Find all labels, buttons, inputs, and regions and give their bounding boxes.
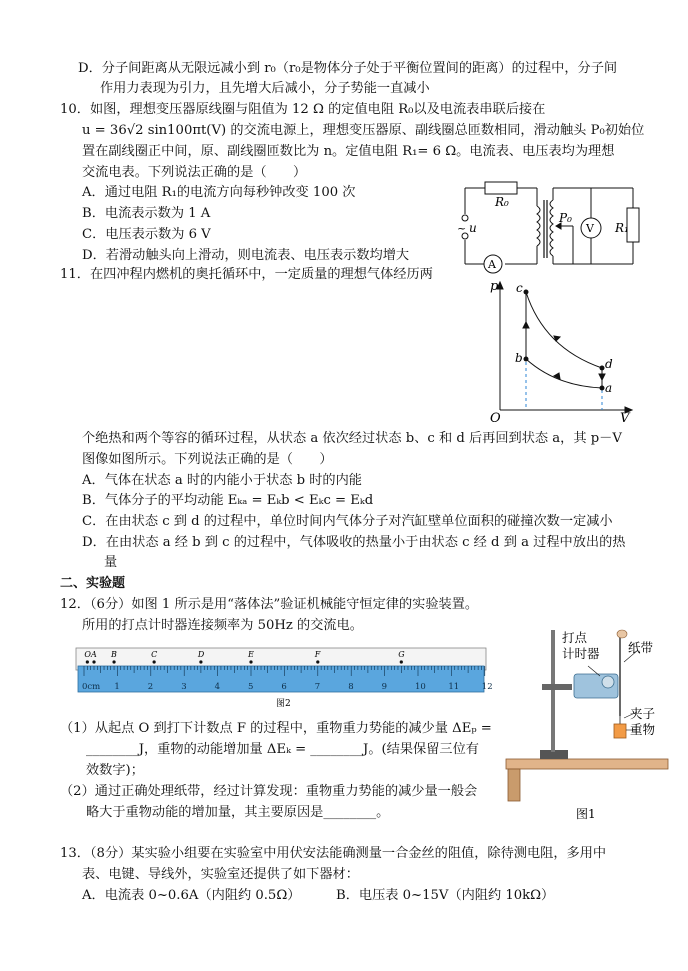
tape-label: 纸带	[628, 640, 654, 655]
origin-label: O	[490, 411, 501, 426]
ruler-number: 12	[481, 682, 493, 692]
tape-dot	[316, 660, 319, 663]
tape-dot	[86, 660, 89, 663]
q10-option-c: C．电压表示数为 6 V	[82, 227, 211, 242]
q12-stem-line1: 12．（6分）如图 1 所示是用“落体法”验证机械能守恒定律的实验装置。	[60, 597, 479, 612]
p0-label: P₀	[559, 211, 572, 225]
ruler-number: 1	[114, 682, 120, 692]
ruler-number: 11	[448, 682, 460, 692]
q11-option-b: B．气体分子的平均动能 Eₖₐ = Eₖb < Eₖc = Eₖd	[82, 493, 374, 508]
ruler-number: 6	[281, 682, 287, 692]
q9-option-d-line2: 作用力表现为引力，且先增大后减小，分子势能一直减小	[100, 81, 430, 96]
q10-stem-line1: 10．如图，理想变压器原线圈与阻值为 12 Ω 的定值电阻 R₀以及电流表串联后接在	[60, 102, 546, 117]
q13-stem-line2: 表、电键、导线外，实验室还提供了如下器材：	[82, 867, 359, 882]
figure-1-caption: 图1	[576, 807, 596, 821]
transformer-circuit-diagram	[455, 178, 645, 274]
ruler-number: 8	[348, 682, 354, 692]
ruler-tape-figure	[76, 644, 493, 710]
q13-stem-line1: 13．（8分）某实验小组要在实验室中用伏安法能确测量一合金丝的阻值，除待测电阻，多用中	[60, 846, 607, 861]
p-axis-label: p	[490, 279, 499, 294]
weight-label: 重物	[630, 722, 656, 737]
q13-option-a: A．电流表 0~0.6A（内阻约 0.5Ω）	[82, 888, 301, 903]
tape-point-label: E	[248, 650, 254, 659]
q12-stem-line2: 所用的打点计时器连接频率为 50Hz 的交流电。	[82, 618, 363, 633]
tape-point-label: A	[91, 650, 97, 659]
figure-2-caption: 图2	[276, 699, 291, 709]
q12-part2-line1: （2）通过正确处理纸带，经过计算发现：重物重力势能的减少量一般会	[60, 784, 478, 799]
q13-option-b: B．电压表 0~15V（内阻约 10kΩ）	[336, 888, 555, 903]
u-label: u	[469, 221, 477, 235]
q10-option-b: B．电流表示数为 1 A	[82, 206, 211, 221]
q12-part1-line2: ________J，重物的动能增加量 ΔEₖ = ________J。(结果保留三位有	[86, 742, 479, 757]
voltmeter-label: V	[586, 222, 594, 235]
q12-part1-line1: （1）从起点 O 到打下计数点 F 的过程中，重物重力势能的减少量 ΔEₚ =	[60, 721, 492, 736]
ruler-number: 10	[415, 682, 426, 692]
tape-dot	[400, 660, 403, 663]
q11-option-d-line1: D．在由状态 a 经 b 到 c 的过程中，气体吸收的热量小于由状态 c 经 d 到 a 过程中放出的热	[82, 535, 626, 550]
q11-stem-line2: 个绝热和两个等容的循环过程，从状态 a 依次经过状态 b、c 和 d 后再回到状态 a，其 p－V	[82, 431, 622, 446]
state-c-label: c	[516, 281, 523, 295]
tape-point-label: F	[314, 650, 321, 659]
ammeter-label: A	[488, 258, 496, 271]
q10-option-a: A．通过电阻 R₁的电流方向每秒钟改变 100 次	[82, 185, 356, 200]
ruler-number: 0cm	[82, 682, 101, 692]
apparatus-figure	[502, 626, 672, 826]
q10-option-d: D．若滑动触头向上滑动，则电流表、电压表示数均增大	[82, 248, 410, 263]
tape-dot	[153, 660, 156, 663]
ruler-number: 2	[147, 682, 154, 692]
q11-stem-line3: 图像如图所示。下列说法正确的是（ ）	[82, 452, 333, 467]
q10-stem-line2: u = 36√2 sin100πt(V) 的交流电源上，理想变压器原、副线圈总匝数相同，滑动触头 P₀初始位	[82, 123, 645, 138]
ruler-number: 3	[181, 682, 187, 692]
tape-point-label: D	[197, 650, 205, 659]
q12-part1-line3: 效数字)；	[86, 763, 144, 778]
r0-label: R₀	[495, 195, 509, 209]
v-axis-label: V	[620, 411, 630, 426]
q11-option-c: C．在由状态 c 到 d 的过程中，单位时间内气体分子对汽缸壁单位面积的碰撞次数一定减小	[82, 514, 613, 529]
tape-point-label: O	[84, 650, 91, 659]
q9-option-d-line1: D．分子间距离从无限远减小到 r₀（r₀是物体分子处于平衡位置间的距离）的过程中，分子间	[78, 61, 618, 76]
q11-stem-line1: 11．在四冲程内燃机的奥托循环中，一定质量的理想气体经历两	[60, 267, 433, 282]
timer-label: 打点计时器	[562, 630, 600, 661]
q11-option-d-line2: 量	[104, 555, 118, 570]
state-a-label: a	[605, 381, 613, 395]
r1-label: R₁	[615, 221, 629, 235]
tape-point-label: G	[398, 650, 405, 659]
tape-point-label: C	[151, 650, 158, 659]
ruler-number: 7	[314, 682, 321, 692]
tape-dot	[249, 660, 252, 663]
tape-point-label: B	[111, 650, 117, 659]
state-b-label: b	[515, 351, 523, 365]
section-title-experiment: 二、实验题	[60, 576, 126, 591]
state-d-label: d	[605, 357, 613, 371]
q10-stem-line4: 交流电表。下列说法正确的是（ ）	[82, 165, 307, 180]
clip-label: 夹子	[630, 706, 656, 721]
tape-dot	[92, 660, 95, 663]
pv-diagram	[486, 276, 638, 424]
ruler-number: 5	[248, 682, 254, 692]
q11-option-a: A．气体在状态 a 时的内能小于状态 b 时的内能	[82, 473, 362, 488]
ruler-number: 9	[381, 682, 388, 692]
tape-dot	[112, 660, 115, 663]
ac-source-tilde: ~	[457, 222, 467, 235]
q10-stem-line3: 置在副线圈正中间，原、副线圈匝数比为 n。定值电阻 R₁= 6 Ω。电流表、电压表均为理想	[82, 144, 615, 159]
tape-dot	[199, 660, 202, 663]
ruler-number: 4	[214, 682, 221, 692]
q12-part2-line2: 略大于重物动能的增加量，其主要原因是________。	[86, 805, 390, 820]
